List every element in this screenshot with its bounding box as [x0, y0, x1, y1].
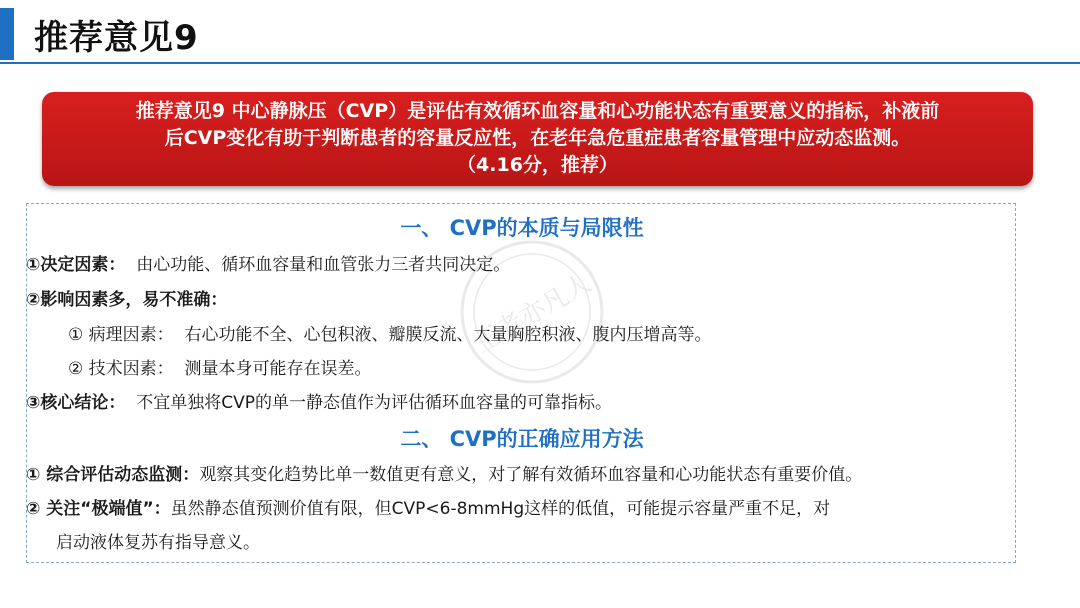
title-divider	[0, 62, 1080, 64]
extreme-values-label: ② 关注“极端值”：	[26, 499, 171, 519]
dynamic-monitoring-label: ① 综合评估动态监测：	[26, 465, 200, 485]
determinants-label: ①决定因素：	[26, 255, 126, 275]
core-conclusion-text: 不宜单独将CVP的单一静态值作为评估循环血容量的可靠指标。	[136, 393, 612, 413]
extreme-values-line	[26, 494, 830, 519]
banner-line-1: 推荐意见9 中心静脉压（CVP）是评估有效循环血容量和心功能状态有重要意义的指标，补液前	[135, 100, 940, 122]
core-conclusion-label: ③核心结论：	[26, 393, 126, 413]
banner-line-3: （4.16分，推荐）	[457, 154, 618, 176]
technical-factors-line	[68, 354, 371, 379]
extreme-values-text: 虽然静态值预测价值有限，但CVP<6-8mmHg这样的低值，可能提示容量严重不足，对	[170, 499, 831, 519]
section-1-heading: 一、 CVP的本质与局限性	[400, 216, 644, 240]
technical-text: 测量本身可能存在误差。	[184, 359, 372, 379]
pathology-factors-line	[68, 320, 711, 345]
dynamic-monitoring-line	[26, 460, 862, 485]
core-conclusion-line	[26, 388, 612, 413]
determinants-text: 由心功能、循环血容量和血管张力三者共同决定。	[136, 255, 511, 275]
page-title: 推荐意见9	[34, 18, 199, 58]
section-2-heading: 二、 CVP的正确应用方法	[400, 427, 644, 451]
technical-label: ② 技术因素：	[68, 359, 174, 379]
influence-factors-label: ②影响因素多，易不准确：	[26, 290, 228, 310]
determinants-line	[26, 250, 510, 275]
extreme-values-continuation: 启动液体复苏有指导意义。	[56, 533, 260, 553]
pathology-label: ① 病理因素：	[68, 325, 174, 345]
recommendation-banner	[42, 92, 1033, 186]
banner-line-2: 后CVP变化有助于判断患者的容量反应性，在老年急危重症患者容量管理中应动态监测。	[164, 127, 911, 149]
pathology-text: 右心功能不全、心包积液、瓣膜反流、大量胸腔积液、腹内压增高等。	[184, 325, 712, 345]
dynamic-monitoring-text: 观察其变化趋势比单一数值更有意义，对了解有效循环血容量和心功能状态有重要价值。	[199, 465, 863, 485]
title-accent-bar	[0, 8, 14, 60]
svg-text:王者亦凡人: 王者亦凡人	[469, 268, 597, 360]
